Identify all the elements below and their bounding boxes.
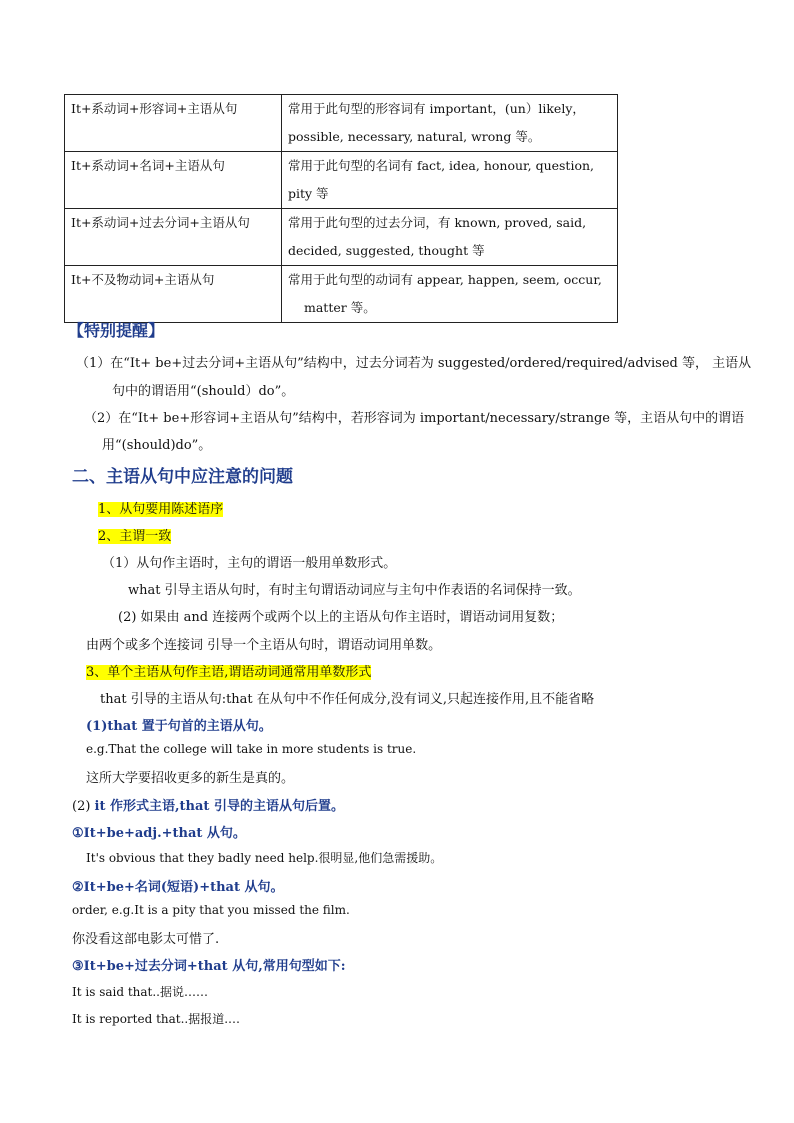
pattern-cell: It+系动词+形容词+主语从句 xyxy=(65,95,282,152)
sub-1-example: e.g.That the college will take in more students is true. xyxy=(86,742,417,756)
usage-cell xyxy=(282,209,618,266)
usage-line: 常用于此句型的过去分词，有 known, proved, said, xyxy=(288,215,587,230)
sub-1-title: (1)that 置于句首的主语从句。 xyxy=(86,719,272,734)
item-1-text: 1、从句要用陈述语序 xyxy=(98,502,224,517)
case-3-line-2: It is reported that..据报道.… xyxy=(72,1012,241,1026)
usage-line: 常用于此句型的形容词有 important，(un）likely， xyxy=(288,101,585,116)
usage-line: possible, necessary, natural, wrong 等。 xyxy=(288,129,541,144)
item-3 xyxy=(86,661,371,680)
sub-2-prefix: (2) xyxy=(72,799,95,814)
item-2-text: 2、主谓一致 xyxy=(98,529,172,544)
case-2-example: order, e.g.It is a pity that you missed the film. xyxy=(72,903,350,917)
item-2-point-1: （1）从句作主语时，主句的谓语一般用单数形式。 xyxy=(102,556,397,571)
grammar-table xyxy=(64,94,618,323)
remind-title: 【特别提醒】 xyxy=(68,321,165,340)
item-2-point-2: (2) 如果由 and 连接两个或两个以上的主语从句作主语时，谓语动词用复数； xyxy=(118,610,564,625)
case-1-example: It's obvious that they badly need help.很明显,他们急需援助。 xyxy=(86,851,443,865)
remind-point-1: （1）在“It+ be+过去分词+主语从句”结构中，过去分词若为 suggested/ordered/required/advised 等， 主语从 xyxy=(76,356,752,371)
remind-point-2-cont: 用“(should)do”。 xyxy=(102,438,212,453)
case-2-translation: 你没看这部电影太可惜了. xyxy=(72,932,220,947)
remind-point-1-cont: 句中的谓语用“(should）do”。 xyxy=(112,384,295,399)
table-row xyxy=(65,266,618,323)
item-2 xyxy=(98,525,171,544)
table-row xyxy=(65,95,618,152)
usage-line: pity 等 xyxy=(288,186,329,201)
pattern-cell: It+系动词+过去分词+主语从句 xyxy=(65,209,282,266)
case-2-title: ②It+be+名词(短语)+that 从句。 xyxy=(72,880,284,895)
usage-cell xyxy=(282,95,618,152)
section-title: 二、主语从句中应注意的问题 xyxy=(72,467,293,487)
sub-2-text: it 作形式主语,that 引导的主语从句后置。 xyxy=(94,799,344,814)
table-row xyxy=(65,152,618,209)
usage-cell xyxy=(282,152,618,209)
item-2-point-2b: 由两个或多个连接词 引导一个主语从句时，谓语动词用单数。 xyxy=(86,638,442,653)
usage-line: 常用于此句型的动词有 appear, happen, seem, occur, xyxy=(288,272,602,287)
remind-point-2: （2）在“It+ be+形容词+主语从句”结构中，若形容词为 important/necessary/strange 等，主语从句中的谓语 xyxy=(84,411,745,426)
sub-1-translation: 这所大学要招收更多的新生是真的。 xyxy=(86,771,295,786)
usage-line: decided, suggested, thought 等 xyxy=(288,243,485,258)
usage-line: 常用于此句型的名词有 fact, idea, honour, question, xyxy=(288,158,595,173)
case-3-title: ③It+be+过去分词+that 从句,常用句型如下: xyxy=(72,959,346,974)
item-3-desc: that 引导的主语从句:that 在从句中不作任何成分,没有词义,只起连接作用,且不能省略 xyxy=(100,692,595,707)
item-1 xyxy=(98,498,223,517)
item-3-text: 3、单个主语从句作主语,谓语动词通常用单数形式 xyxy=(86,665,372,680)
usage-line: matter 等。 xyxy=(304,300,376,315)
table-row xyxy=(65,209,618,266)
item-2-point-1b: what 引导主语从句时，有时主句谓语动词应与主句中作表语的名词保持一致。 xyxy=(128,583,581,598)
case-1-title: ①It+be+adj.+that 从句。 xyxy=(72,826,246,841)
sub-2-title xyxy=(72,795,344,814)
pattern-cell: It+不及物动词+主语从句 xyxy=(65,266,282,323)
usage-cell xyxy=(282,266,618,323)
case-3-line-1: It is said that..据说…… xyxy=(72,985,208,999)
pattern-cell: It+系动词+名词+主语从句 xyxy=(65,152,282,209)
